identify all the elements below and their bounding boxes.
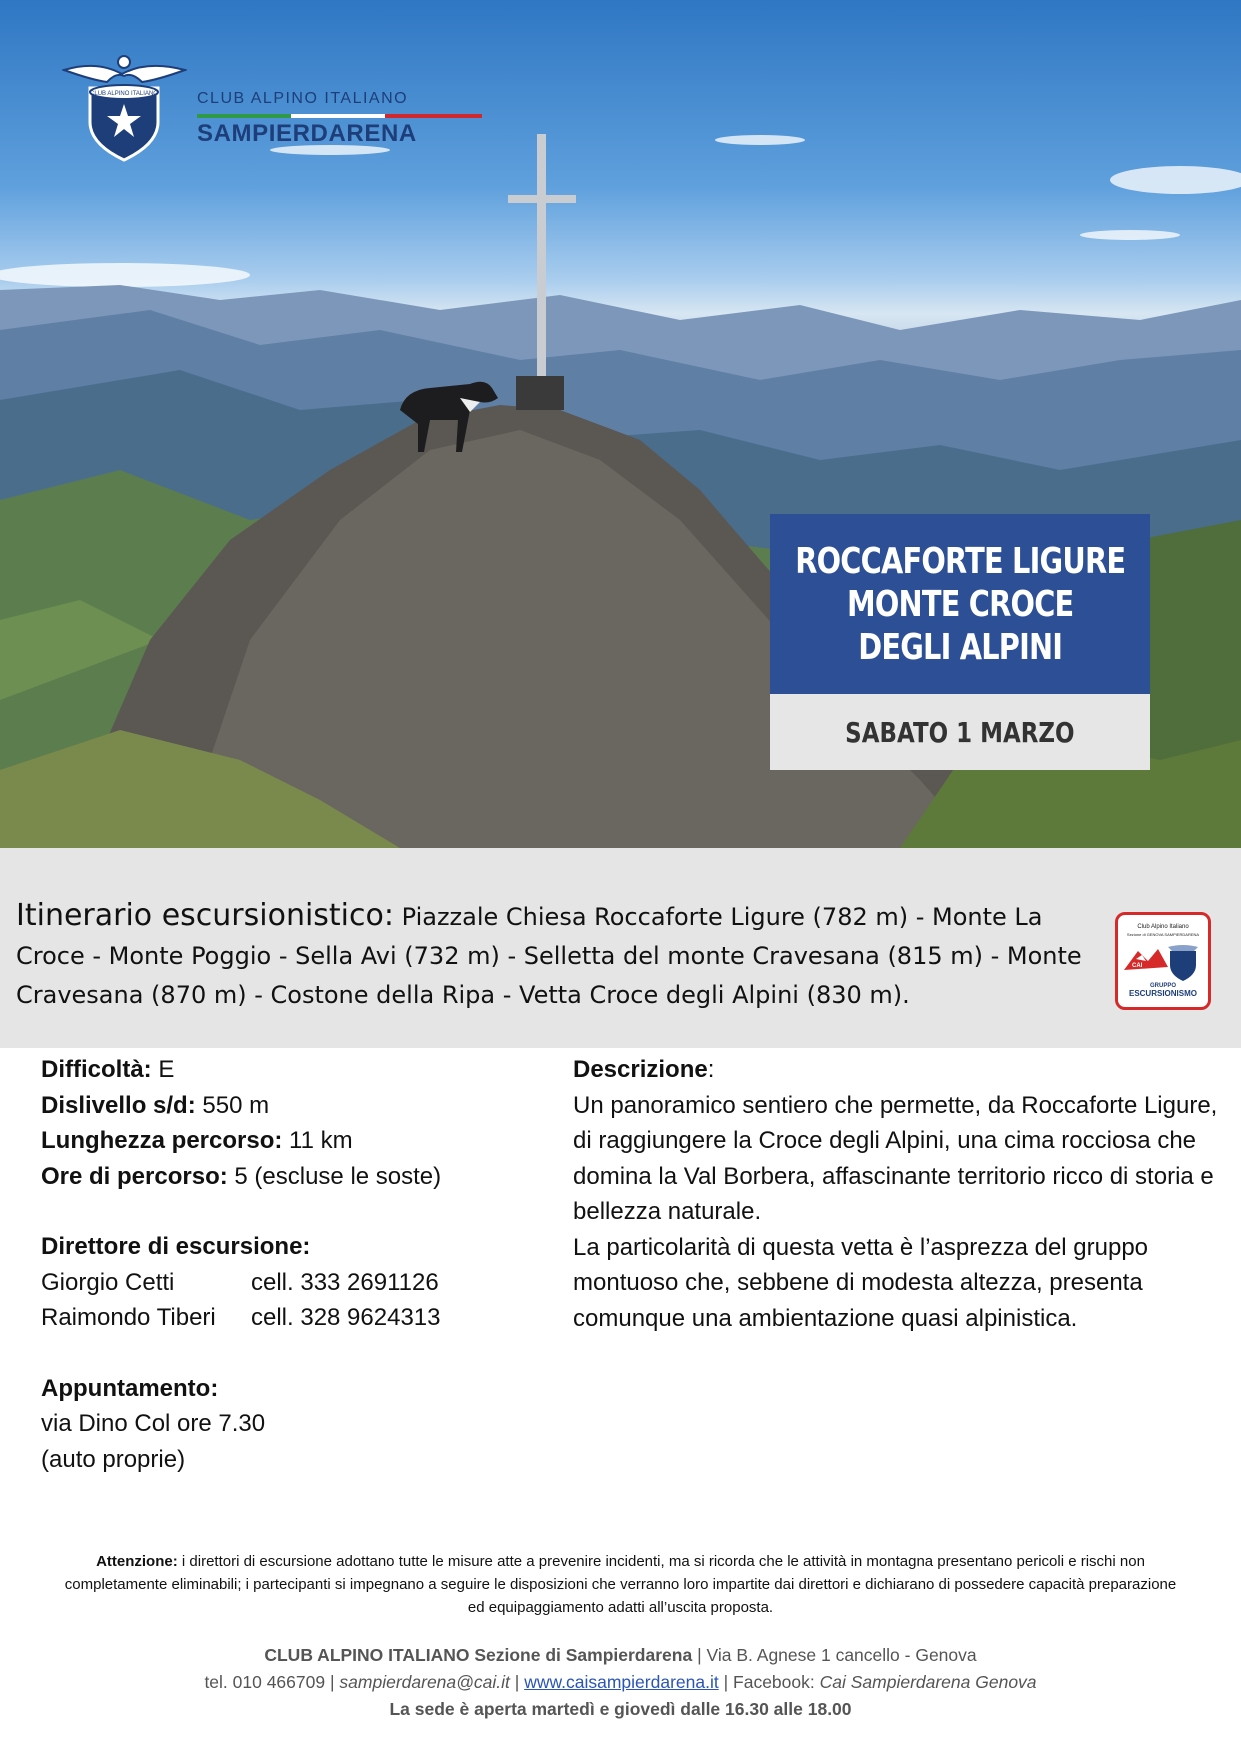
hours-label: Ore di percorso: xyxy=(41,1162,228,1190)
gruppo-escursionismo-logo-icon xyxy=(1118,915,1208,1007)
event-title xyxy=(795,540,1125,669)
details-column xyxy=(41,1052,541,1477)
director-name: Giorgio Cetti xyxy=(41,1268,175,1296)
badge-cai: CAI xyxy=(1132,963,1143,969)
director-phone: cell. 333 2691126 xyxy=(251,1268,439,1296)
disclaimer-text: i direttori di escursione adottano tutte le misure atte a prevenire incidenti, ma si ricorda che le attività in montagna presentano pericoli e rischi non completamente eliminabili; i partecipanti si impegnano a seguire le disposizioni che verranno loro impartite dai direttori e dichiarano di possedere capacità preparazione ed equipaggiamento adatti all’uscita proposta. xyxy=(64,1553,1177,1616)
itinerary-route: Piazzale Chiesa Roccaforte Ligure (782 m) - Monte La Croce - Monte Poggio - Sella Avi (732 m) - Selletta del monte Cravesana (815 m) - Monte Cravesana (870 m) - Costone della Ripa - Vetta Croce degli Alpini (830 m). xyxy=(16,903,1082,1009)
difficulty-value: E xyxy=(158,1056,175,1083)
hours-value: 5 (escluse le soste) xyxy=(234,1162,442,1190)
footer-facebook-label: Facebook: xyxy=(733,1672,815,1692)
itinerary-text-block xyxy=(16,896,1116,1015)
logo-line2: SAMPIERDARENA xyxy=(197,120,417,147)
description-text2: La particolarità di questa vetta è l’asprezza del gruppo montuoso che, sebbene di modesta altezza, presenta comunque una ambientazione quasi alpinistica. xyxy=(573,1233,1149,1332)
title-line1: ROCCAFORTE LIGURE xyxy=(795,540,1125,582)
cai-eagle-emblem-icon xyxy=(62,52,187,162)
separator: | xyxy=(329,1672,335,1692)
difficulty-label: Difficoltà: xyxy=(41,1056,152,1083)
description-text: Un panoramico sentiero che permette, da Roccaforte Ligure, di raggiungere la Croce degli Alpini, una cima rocciosa che domina la Val Borbera, affascinante territorio ricco di storia e bellezza naturale. xyxy=(573,1091,1218,1225)
footer xyxy=(0,1642,1241,1723)
disclaimer-label: Attenzione: xyxy=(96,1553,178,1570)
hours-row xyxy=(41,1159,541,1195)
badge-line2: Sezione di GENOVA SAMPIERDARENA xyxy=(1126,932,1200,937)
difficulty-row xyxy=(41,1052,541,1088)
escursionismo-badge xyxy=(1115,912,1211,1010)
footer-line1 xyxy=(0,1642,1241,1669)
footer-tel: tel. 010 466709 xyxy=(204,1672,326,1692)
elevation-value: 550 m xyxy=(202,1091,270,1119)
footer-line2 xyxy=(0,1669,1241,1696)
badge-line4: ESCURSIONISMO xyxy=(1128,989,1198,998)
separator: | xyxy=(697,1645,702,1665)
length-value: 11 km xyxy=(289,1127,353,1154)
cai-logo xyxy=(62,52,442,162)
directors-label: Direttore di escursione: xyxy=(41,1233,311,1260)
emblem-text: CLUB ALPINO ITALIANO xyxy=(90,91,158,97)
description-heading xyxy=(573,1052,1223,1088)
title-line2: MONTE CROCE xyxy=(846,583,1074,625)
description-colon: : xyxy=(707,1056,715,1083)
itinerary-band xyxy=(0,848,1241,1048)
separator: | xyxy=(514,1672,520,1692)
footer-email[interactable]: sampierdarena@cai.it xyxy=(339,1672,510,1692)
length-label: Lunghezza percorso: xyxy=(41,1127,283,1154)
director-name: Raimondo Tiberi xyxy=(41,1304,216,1331)
director-row xyxy=(41,1265,541,1301)
footer-website-link[interactable]: www.caisampierdarena.it xyxy=(524,1672,719,1692)
director-phone: cell. 328 9624313 xyxy=(251,1304,441,1331)
tricolor-rule xyxy=(197,114,482,118)
title-panel xyxy=(770,514,1150,694)
meeting-label: Appuntamento: xyxy=(41,1374,219,1402)
itinerary-label: Itinerario escursionistico: xyxy=(16,898,394,933)
elevation-row xyxy=(41,1088,541,1124)
meeting-line1: via Dino Col ore 7.30 xyxy=(41,1410,266,1437)
disclaimer xyxy=(60,1550,1181,1619)
footer-org: CLUB ALPINO ITALIANO Sezione di Sampierdarena xyxy=(264,1645,693,1665)
description-column xyxy=(573,1052,1223,1336)
meeting-line2: (auto proprie) xyxy=(41,1445,186,1473)
footer-address: Via B. Agnese 1 cancello - Genova xyxy=(706,1645,977,1665)
length-row xyxy=(41,1123,541,1159)
footer-hours: La sede è aperta martedì e giovedì dalle 16.30 alle 18.00 xyxy=(389,1699,852,1719)
director-row xyxy=(41,1300,541,1336)
badge-line1: Club Alpino Italiano xyxy=(1137,924,1189,930)
hero-photo xyxy=(0,0,1241,848)
title-line3: DEGLI ALPINI xyxy=(858,626,1062,668)
description-label: Descrizione xyxy=(573,1056,708,1083)
logo-line1: CLUB ALPINO ITALIANO xyxy=(197,90,409,107)
footer-facebook-value: Cai Sampierdarena Genova xyxy=(819,1672,1037,1692)
event-date: SABATO 1 MARZO xyxy=(845,715,1075,749)
badge-line3: GRUPPO xyxy=(1149,983,1177,989)
separator: | xyxy=(723,1672,729,1692)
elevation-label: Dislivello s/d: xyxy=(41,1091,196,1119)
date-panel xyxy=(770,694,1150,770)
